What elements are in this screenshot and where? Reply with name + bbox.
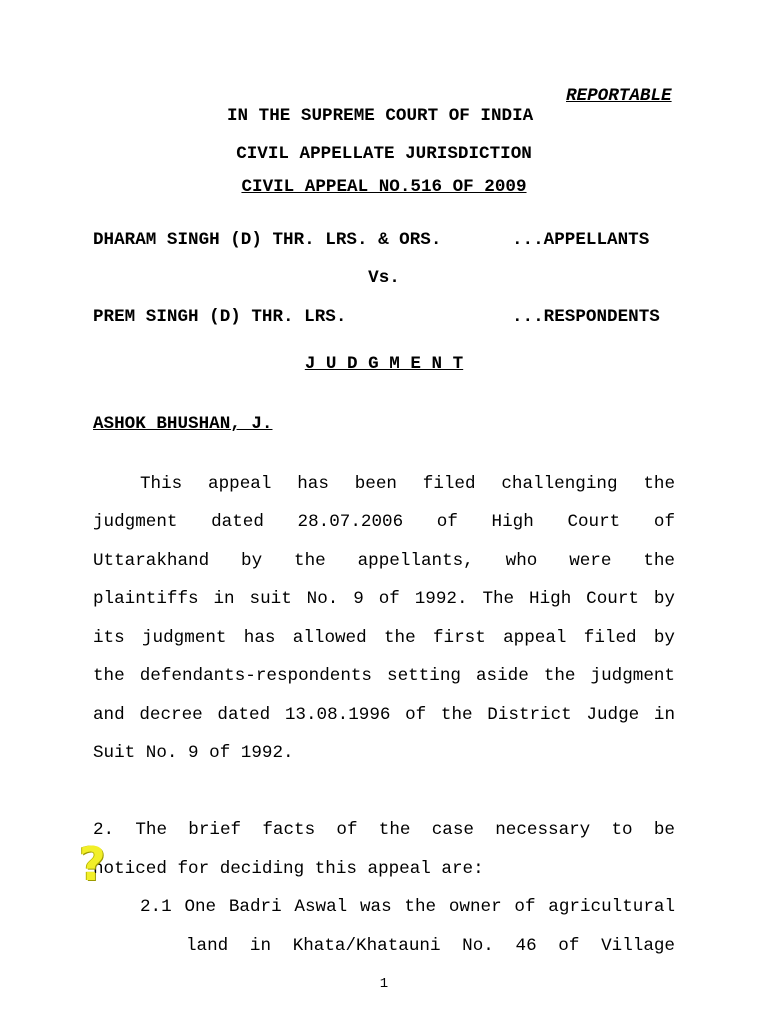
para2-line: 2. The brief facts of the case necessary to be [93,820,675,840]
para1-line: Suit No. 9 of 1992. [93,743,294,763]
judge-name: ASHOK BHUSHAN, J. [93,414,273,434]
appellants-role: ...APPELLANTS [512,230,650,250]
para1-line: Uttarakhand by the appellants, who were the [93,551,675,571]
question-mark-icon[interactable]: ? [79,837,106,891]
para21-line: land in Khata/Khatauni No. 46 of Village [186,936,675,956]
jurisdiction-title: CIVIL APPELLATE JURISDICTION [236,144,532,164]
versus-label: Vs. [368,268,400,288]
para1-line: the defendants-respondents setting aside the judgment [93,666,675,686]
para21-line: 2.1 One Badri Aswal was the owner of agricultural [140,897,675,917]
para1-line: plaintiffs in suit No. 9 of 1992. The High Court by [93,589,675,609]
para1-line: its judgment has allowed the first appeal filed by [93,628,675,648]
respondents-role: ...RESPONDENTS [512,307,660,327]
appeal-number: CIVIL APPEAL NO.516 OF 2009 [241,177,527,197]
para1-line: and decree dated 13.08.1996 of the District Judge in [93,705,675,725]
page-number: 1 [379,976,389,992]
para2-line: noticed for deciding this appeal are: [93,859,484,879]
court-title: IN THE SUPREME COURT OF INDIA [227,106,534,126]
judgment-heading: J U D G M E N T [304,354,464,374]
appellants-name: DHARAM SINGH (D) THR. LRS. & ORS. [93,230,442,250]
para1-line: judgment dated 28.07.2006 of High Court of [93,512,675,532]
reportable-label: REPORTABLE [566,86,672,106]
respondents-name: PREM SINGH (D) THR. LRS. [93,307,347,327]
para1-line: This appeal has been filed challenging the [140,474,675,494]
